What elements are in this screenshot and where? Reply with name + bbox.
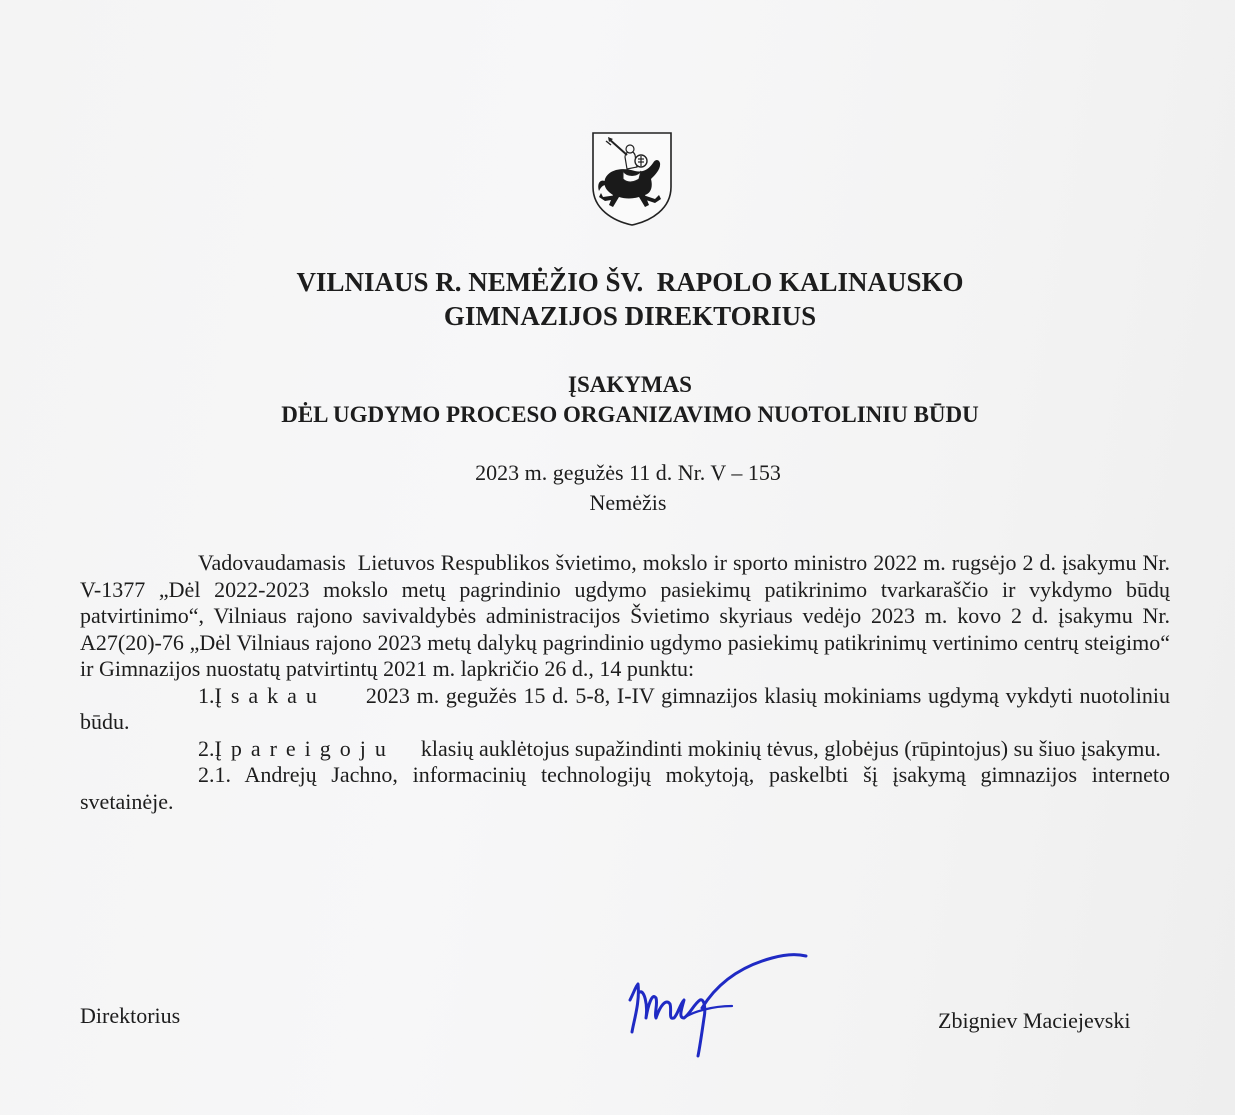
- institution-line-2: GIMNAZIJOS DIREKTORIUS: [443, 301, 817, 331]
- preamble-paragraph: Vadovaudamasis Lietuvos Respublikos švietimo, mokslo ir sporto ministro 2022 m. rugsėjo 2 d. įsakymu Nr. V-1377 „Dėl 2022-2023 mokslo metų pagrindinio ugdymo pasiekimų patikrinimo tvarkaraščio ir vykdymo būdų patvirtinimo“, Vilniaus rajono savivaldybės administracijos Švietimo skyriaus vedėjo 2023 m. kovo 2 d. įsakymu Nr. A27(20)-76 „Dėl Vilniaus rajono 2023 metų dalykų pagrindinio ugdymo pasiekimų patikrinimų vertinimo centrų steigimo“ ir Gimnazijos nuostatų patvirtintų 2021 m. lapkričio 26 d., 14 punktu:: [80, 550, 1176, 681]
- signatory-name: Zbigniev Maciejevski: [938, 1008, 1131, 1033]
- order-item-2-1: 2.1. Andrejų Jachno, informacinių technologijų mokytoją, paskelbti šį įsakymą gimnazijos interneto svetainėje.: [80, 762, 1170, 814]
- document-meta: [0, 458, 1235, 518]
- item-1-number: 1.: [198, 682, 215, 708]
- institution-heading: [0, 265, 1235, 333]
- item-2-text: klasių auklėtojus supažindinti mokinių tėvus, globėjus (rūpintojus) su šiuo įsakymu.: [420, 735, 1161, 761]
- signatory-role: Direktorius: [80, 1003, 181, 1028]
- place: Nemėžis: [589, 490, 667, 515]
- order-item-2: [80, 736, 1170, 763]
- document-subject: DĖL UGDYMO PROCESO ORGANIZAVIMO NUOTOLINIU BŪDU: [281, 402, 979, 427]
- institution-line-1: VILNIAUS R. NEMĖŽIO ŠV. RAPOLO KALINAUSKO: [296, 267, 964, 297]
- order-item-1: [80, 683, 1170, 736]
- item-1-verb: Įsakau: [214, 682, 326, 708]
- document-body: [80, 550, 1176, 815]
- vytis-coat-of-arms-icon: [589, 129, 675, 227]
- handwritten-signature-icon: [622, 948, 812, 1068]
- item-1-text: 2023 m. gegužės 15 d. 5-8, I-IV gimnazijos klasių mokiniams ugdymą vykdyti nuotoliniu būdu.: [80, 682, 1170, 734]
- item-2-verb: Įpareigoju: [214, 735, 395, 761]
- document-title: [0, 370, 1235, 430]
- date-number: 2023 m. gegužės 11 d. Nr. V – 153: [475, 460, 781, 485]
- document-type: ĮSAKYMAS: [568, 372, 692, 397]
- item-2-number: 2.: [198, 735, 215, 761]
